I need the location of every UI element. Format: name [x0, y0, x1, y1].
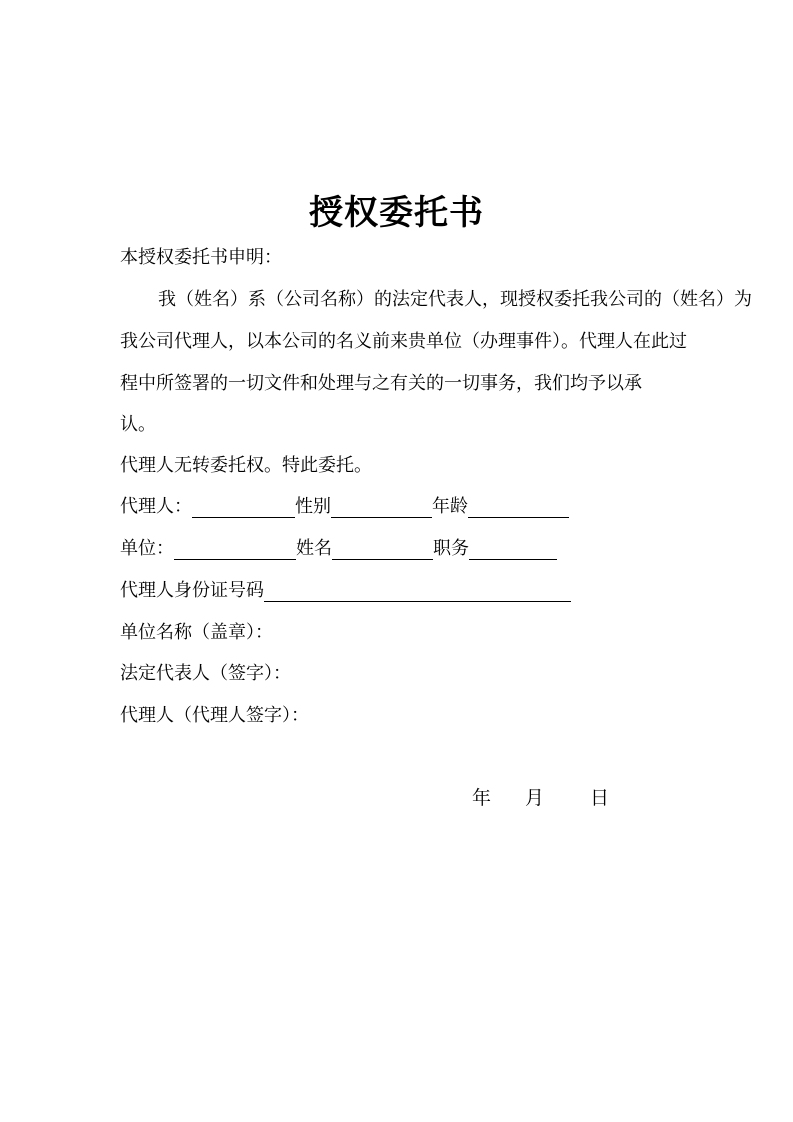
id-blank[interactable] [264, 581, 571, 602]
body-line-4: 认。 [120, 414, 156, 435]
agent-label: 代理人： [120, 496, 192, 517]
date-line [472, 784, 609, 812]
gender-label: 性别 [295, 496, 331, 517]
date-day: 日 [590, 787, 610, 809]
agent-sign-line: 代理人（代理人签字）： [120, 705, 309, 726]
unit-label: 单位： [120, 538, 174, 559]
unit-blank[interactable] [174, 539, 296, 560]
agent-blank[interactable] [192, 497, 295, 518]
fields-row-2 [120, 535, 557, 563]
position-blank[interactable] [469, 539, 557, 560]
name-label: 姓名 [296, 538, 332, 559]
age-label: 年龄 [432, 496, 468, 517]
intro-line: 本授权委托书申明： [120, 247, 282, 268]
id-label: 代理人身份证号码 [120, 580, 264, 601]
fields-row-1 [120, 493, 569, 521]
age-blank[interactable] [468, 497, 569, 518]
body-line-1: 我（姓名）系（公司名称）的法定代表人，现授权委托我公司的（姓名）为 [158, 289, 752, 310]
document-title: 授权委托书 [309, 193, 484, 233]
no-transfer-line: 代理人无转委托权。特此委托。 [120, 455, 372, 476]
name-blank[interactable] [332, 539, 433, 560]
id-row [120, 577, 571, 605]
date-month: 月 [525, 787, 545, 809]
legal-rep-sign-line: 法定代表人（签字）： [120, 663, 291, 684]
position-label: 职务 [433, 538, 469, 559]
body-line-3: 程中所签署的一切文件和处理与之有关的一切事务，我们均予以承 [120, 373, 642, 394]
body-line-2: 我公司代理人，以本公司的名义前来贵单位（办理事件）。代理人在此过 [120, 331, 687, 352]
gender-blank[interactable] [331, 497, 432, 518]
company-seal-line: 单位名称（盖章）： [120, 622, 273, 643]
date-year: 年 [472, 787, 492, 809]
